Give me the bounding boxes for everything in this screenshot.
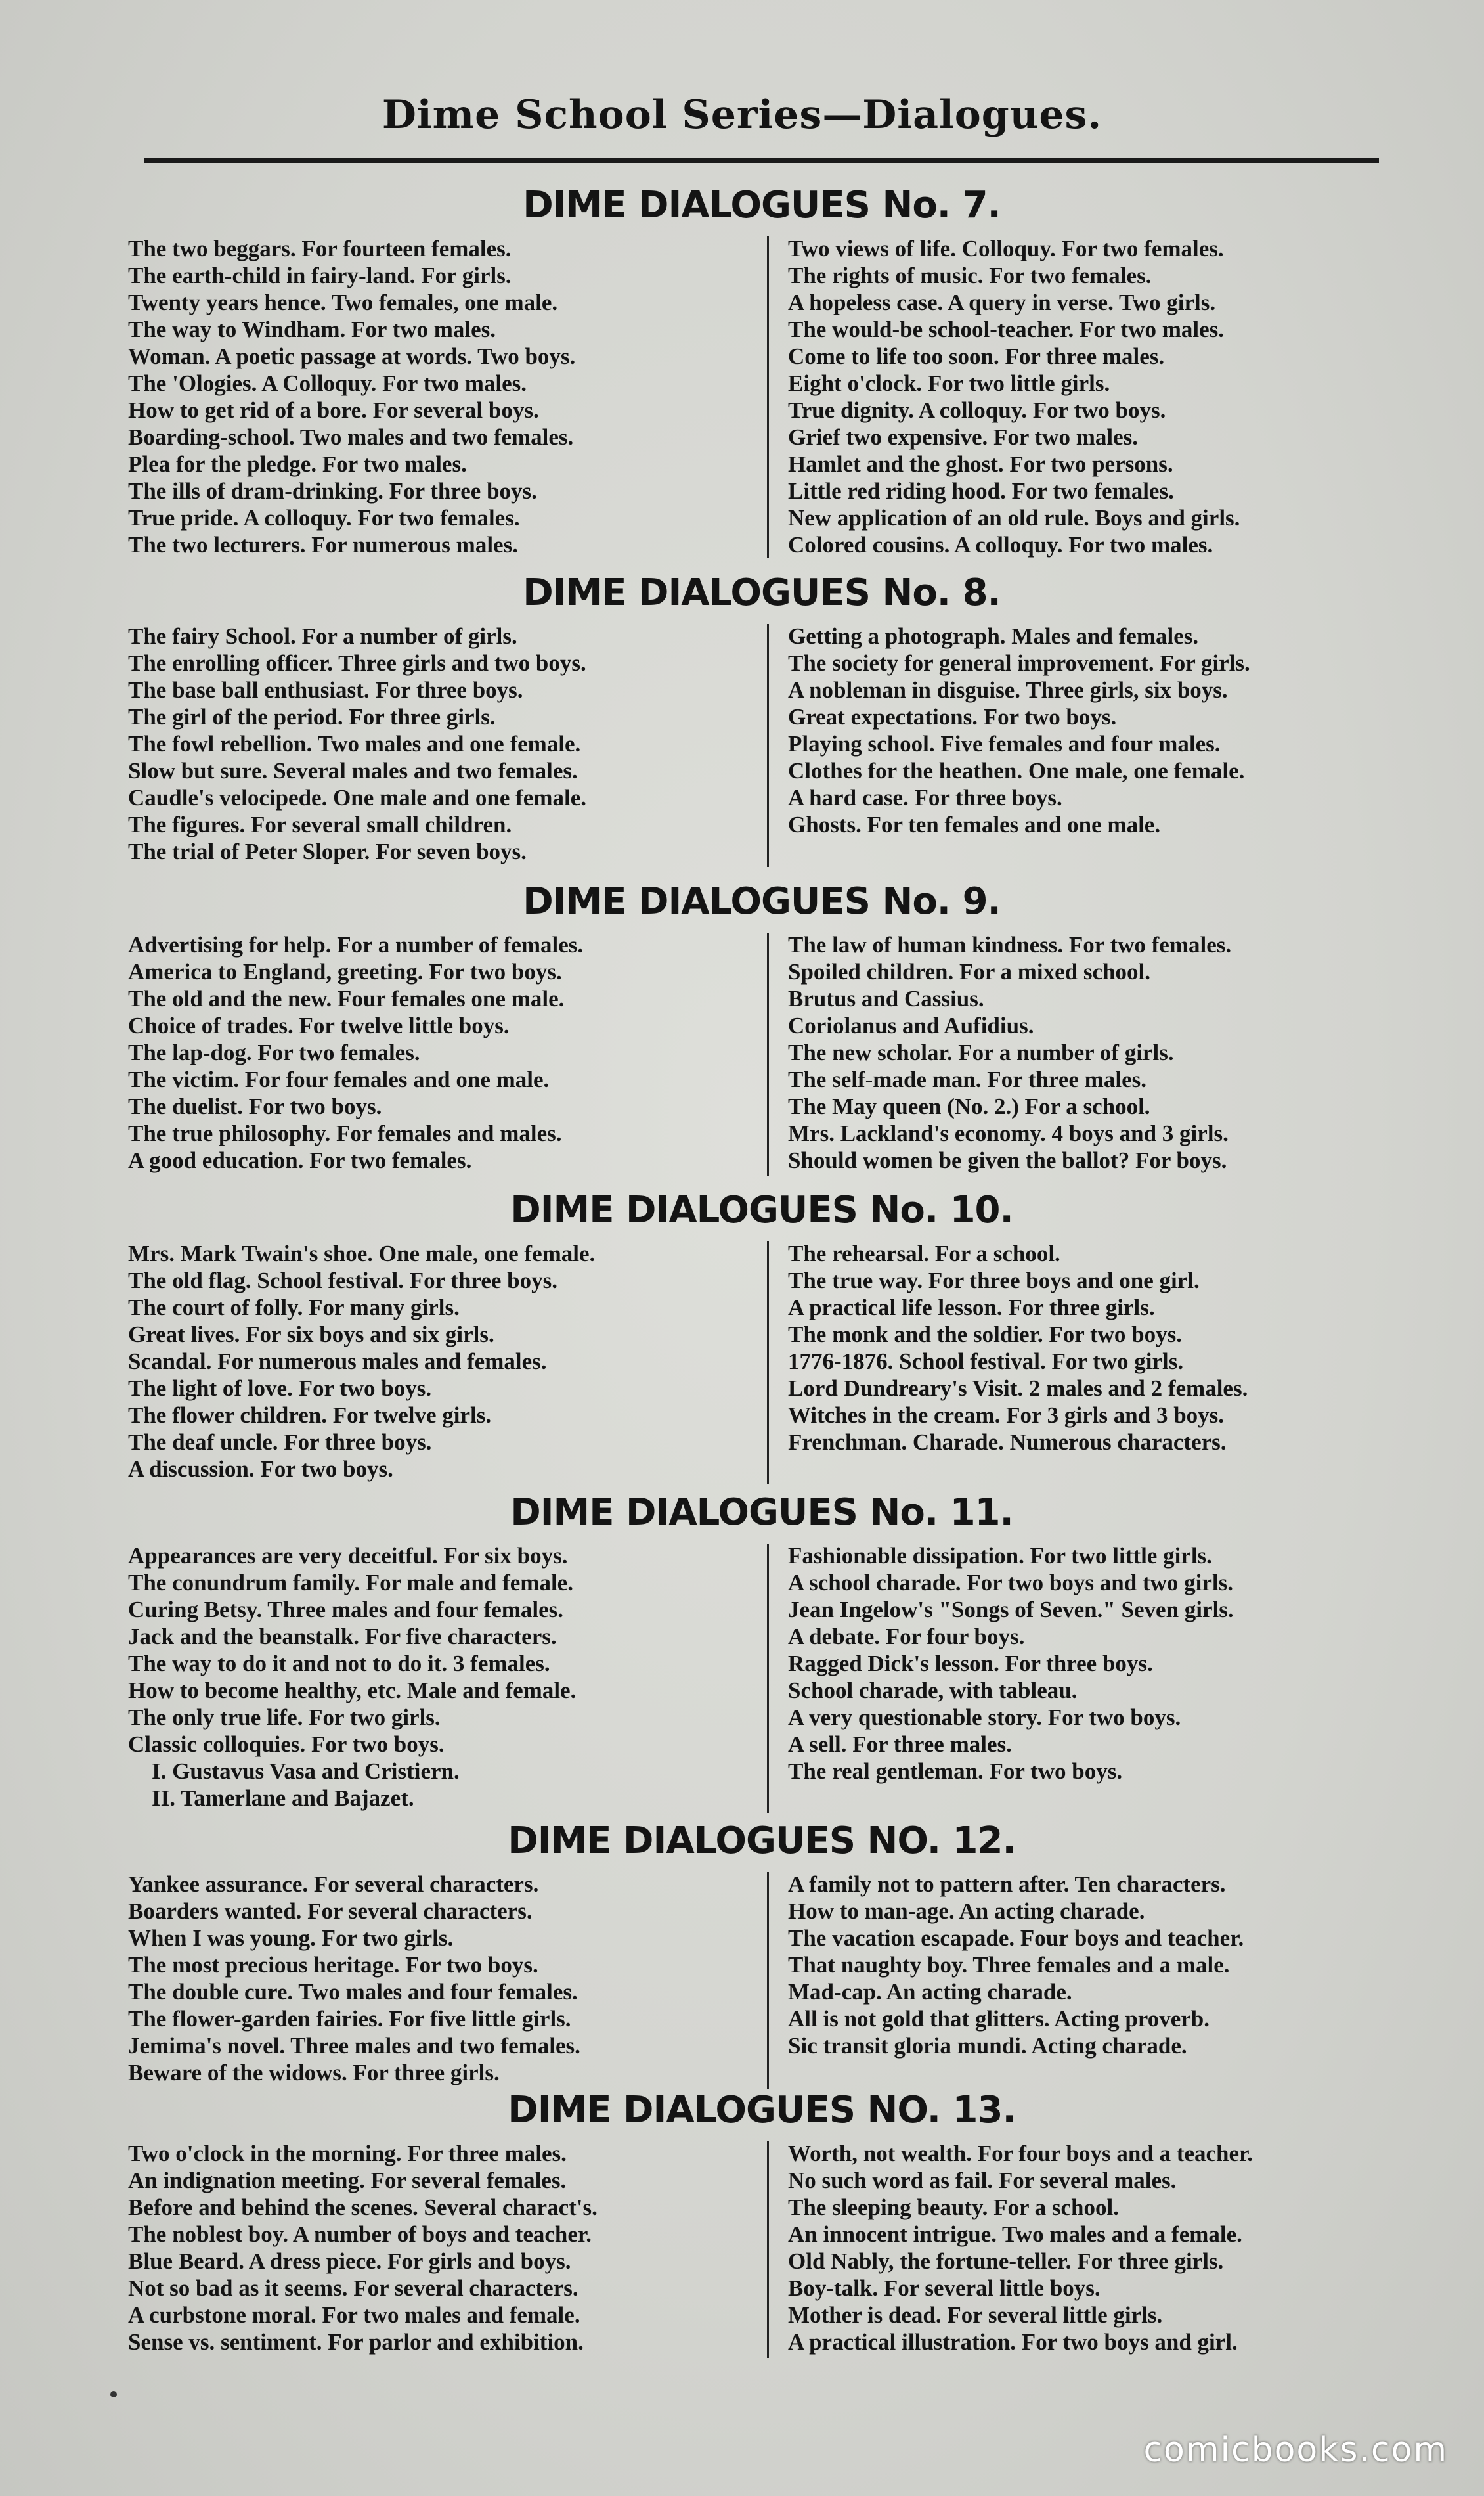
list-item: Caudle's velocipede. One male and one female. — [128, 785, 587, 811]
list-item: I. Gustavus Vasa and Cristiern. — [152, 1758, 460, 1784]
list-item: The girl of the period. For three girls. — [128, 704, 496, 730]
list-item: The conundrum family. For male and female. — [128, 1570, 573, 1595]
section-title: DIME DIALOGUES NO. 13. — [508, 2089, 1016, 2131]
list-item: New application of an old rule. Boys and girls. — [788, 505, 1240, 531]
section-title: DIME DIALOGUES No. 7. — [523, 184, 1001, 227]
list-item: The ills of dram-drinking. For three boys. — [128, 478, 537, 504]
list-item: The victim. For four females and one male. — [128, 1067, 550, 1092]
column-divider — [767, 933, 769, 1176]
list-item: The rehearsal. For a school. — [788, 1241, 1060, 1266]
list-item: Fashionable dissipation. For two little girls. — [788, 1543, 1212, 1569]
watermark: comicbooks.com — [1143, 2430, 1448, 2470]
list-item: The court of folly. For many girls. — [128, 1295, 460, 1320]
dialogue-list-right — [788, 2140, 1412, 2355]
list-item: Boarders wanted. For several characters. — [128, 1898, 533, 1924]
list-item: Hamlet and the ghost. For two persons. — [788, 451, 1173, 477]
list-item: The old and the new. Four females one male. — [128, 986, 565, 1012]
list-item: Eight o'clock. For two little girls. — [788, 370, 1110, 396]
list-item: Sense vs. sentiment. For parlor and exhibition. — [128, 2329, 584, 2355]
list-item: The true philosophy. For females and males. — [128, 1121, 562, 1146]
list-item: The vacation escapade. Four boys and teacher. — [788, 1925, 1244, 1951]
section-title: DIME DIALOGUES No. 9. — [523, 880, 1001, 923]
list-item: The duelist. For two boys. — [128, 1094, 382, 1119]
list-item: Great lives. For six boys and six girls. — [128, 1322, 494, 1347]
list-item: When I was young. For two girls. — [128, 1925, 454, 1951]
list-item: A practical illustration. For two boys and girl. — [788, 2329, 1238, 2355]
dialogue-list-right — [788, 623, 1412, 838]
list-item: The lap-dog. For two females. — [128, 1040, 420, 1065]
list-item: How to become healthy, etc. Male and female. — [128, 1678, 577, 1703]
column-divider — [767, 1872, 769, 2089]
page-header: Dime School Series—Dialogues. — [382, 92, 1102, 138]
list-item: A debate. For four boys. — [788, 1624, 1025, 1649]
list-item: Two o'clock in the morning. For three males. — [128, 2141, 567, 2166]
list-item: The flower children. For twelve girls. — [128, 1402, 492, 1428]
list-item: Ghosts. For ten females and one male. — [788, 812, 1161, 837]
list-item: II. Tamerlane and Bajazet. — [152, 1785, 414, 1811]
dialogue-list-right — [788, 235, 1412, 558]
list-item: A very questionable story. For two boys. — [788, 1705, 1181, 1730]
list-item: Come to life too soon. For three males. — [788, 344, 1165, 369]
list-item: The figures. For several small children. — [128, 812, 512, 837]
list-item: Before and behind the scenes. Several charact's. — [128, 2195, 598, 2220]
list-item: Boarding-school. Two males and two females. — [128, 424, 574, 450]
list-item: The noblest boy. A number of boys and teacher. — [128, 2221, 592, 2247]
list-item: An innocent intrigue. Two males and a female. — [788, 2221, 1242, 2247]
list-item: The would-be school-teacher. For two males. — [788, 317, 1224, 342]
list-item: The enrolling officer. Three girls and two boys. — [128, 650, 586, 676]
list-item: Choice of trades. For twelve little boys. — [128, 1013, 510, 1038]
list-item: Blue Beard. A dress piece. For girls and boys. — [128, 2248, 571, 2274]
list-item: The true way. For three boys and one girl. — [788, 1268, 1200, 1293]
column-divider — [767, 236, 769, 558]
list-item: School charade, with tableau. — [788, 1678, 1078, 1703]
list-item: Beware of the widows. For three girls. — [128, 2060, 500, 2085]
list-item: The fowl rebellion. Two males and one female. — [128, 731, 581, 757]
list-item: Jemima's novel. Three males and two females. — [128, 2033, 580, 2059]
list-item: A nobleman in disguise. Three girls, six boys. — [788, 677, 1228, 703]
dialogue-list-left — [128, 1871, 758, 2086]
list-item: Grief two expensive. For two males. — [788, 424, 1138, 450]
list-item: The flower-garden fairies. For five little girls. — [128, 2006, 571, 2032]
list-item: Classic colloquies. For two boys. — [128, 1731, 445, 1757]
list-item: The earth-child in fairy-land. For girls. — [128, 263, 512, 288]
list-item: The old flag. School festival. For three boys. — [128, 1268, 557, 1293]
list-item: The monk and the soldier. For two boys. — [788, 1322, 1182, 1347]
column-divider — [767, 1544, 769, 1813]
list-item: Mother is dead. For several little girls. — [788, 2302, 1163, 2328]
list-item: Yankee assurance. For several characters. — [128, 1871, 539, 1897]
dialogue-list-right — [788, 931, 1412, 1174]
list-item: Colored cousins. A colloquy. For two males. — [788, 532, 1213, 558]
column-divider — [767, 1241, 769, 1484]
list-item: The society for general improvement. For girls. — [788, 650, 1250, 676]
list-item: The self-made man. For three males. — [788, 1067, 1146, 1092]
list-item: Brutus and Cassius. — [788, 986, 984, 1012]
list-item: Getting a photograph. Males and females. — [788, 623, 1199, 649]
list-item: The deaf uncle. For three boys. — [128, 1429, 432, 1455]
list-item: The May queen (No. 2.) For a school. — [788, 1094, 1150, 1119]
dialogue-list-left — [128, 235, 758, 558]
list-item: Slow but sure. Several males and two females. — [128, 758, 578, 784]
list-item: Frenchman. Charade. Numerous characters. — [788, 1429, 1227, 1455]
list-item: The 'Ologies. A Colloquy. For two males. — [128, 370, 527, 396]
list-item: A good education. For two females. — [128, 1148, 472, 1173]
list-item: The way to Windham. For two males. — [128, 317, 496, 342]
list-item: Boy-talk. For several little boys. — [788, 2275, 1101, 2301]
list-item: A discussion. For two boys. — [128, 1456, 393, 1482]
list-item: A school charade. For two boys and two girls. — [788, 1570, 1233, 1595]
list-item: A sell. For three males. — [788, 1731, 1012, 1757]
section-title: DIME DIALOGUES No. 8. — [523, 571, 1001, 614]
dialogue-list-left — [128, 1240, 758, 1482]
list-item: The light of love. For two boys. — [128, 1375, 432, 1401]
dialogue-list-right — [788, 1542, 1412, 1785]
dialogue-list-right — [788, 1871, 1412, 2059]
list-item: The real gentleman. For two boys. — [788, 1758, 1123, 1784]
list-item: Little red riding hood. For two females. — [788, 478, 1174, 504]
list-item: A family not to pattern after. Ten characters. — [788, 1871, 1226, 1897]
list-item: Scandal. For numerous males and females. — [128, 1348, 547, 1374]
dialogue-list-left — [128, 931, 758, 1174]
list-item: The rights of music. For two females. — [788, 263, 1152, 288]
list-item: Witches in the cream. For 3 girls and 3 boys. — [788, 1402, 1225, 1428]
section-title: DIME DIALOGUES No. 11. — [510, 1491, 1013, 1534]
list-item: An indignation meeting. For several females. — [128, 2168, 567, 2193]
dialogue-list-right — [788, 1240, 1412, 1456]
list-item: Playing school. Five females and four males. — [788, 731, 1221, 757]
list-item: The two beggars. For fourteen females. — [128, 236, 512, 261]
list-item: Not so bad as it seems. For several characters. — [128, 2275, 578, 2301]
section-title: DIME DIALOGUES No. 10. — [510, 1189, 1013, 1232]
list-item: Jack and the beanstalk. For five characters. — [128, 1624, 557, 1649]
list-item: How to man-age. An acting charade. — [788, 1898, 1145, 1924]
list-item: The only true life. For two girls. — [128, 1705, 441, 1730]
list-item: Mrs. Lackland's economy. 4 boys and 3 girls. — [788, 1121, 1229, 1146]
list-item: Lord Dundreary's Visit. 2 males and 2 females. — [788, 1375, 1248, 1401]
list-item: Coriolanus and Aufidius. — [788, 1013, 1034, 1038]
column-divider — [767, 2141, 769, 2358]
dialogue-list-left — [128, 2140, 758, 2355]
list-item: Should women be given the ballot? For boys. — [788, 1148, 1227, 1173]
list-item: The law of human kindness. For two females. — [788, 932, 1232, 958]
list-item: Mad-cap. An acting charade. — [788, 1979, 1072, 2005]
list-item: Sic transit gloria mundi. Acting charade. — [788, 2033, 1187, 2059]
list-item: A practical life lesson. For three girls. — [788, 1295, 1155, 1320]
list-item: A curbstone moral. For two males and female. — [128, 2302, 580, 2328]
list-item: Spoiled children. For a mixed school. — [788, 959, 1150, 985]
list-item: Advertising for help. For a number of females. — [128, 932, 584, 958]
column-divider — [767, 624, 769, 867]
list-item: A hopeless case. A query in verse. Two girls. — [788, 290, 1216, 315]
list-item: True pride. A colloquy. For two females. — [128, 505, 520, 531]
list-item: Clothes for the heathen. One male, one female. — [788, 758, 1245, 784]
list-item: A hard case. For three boys. — [788, 785, 1062, 811]
dialogue-list-left — [128, 1542, 758, 1812]
list-item: The two lecturers. For numerous males. — [128, 532, 518, 558]
list-item: Great expectations. For two boys. — [788, 704, 1117, 730]
list-item: 1776-1876. School festival. For two girls. — [788, 1348, 1184, 1374]
list-item: Curing Betsy. Three males and four females. — [128, 1597, 564, 1622]
list-item: All is not gold that glitters. Acting proverb. — [788, 2006, 1210, 2032]
list-item: Appearances are very deceitful. For six boys. — [128, 1543, 568, 1569]
list-item: That naughty boy. Three females and a male. — [788, 1952, 1230, 1978]
list-item: The trial of Peter Sloper. For seven boys. — [128, 839, 527, 864]
list-item: The double cure. Two males and four females. — [128, 1979, 578, 2005]
list-item: Woman. A poetic passage at words. Two boys. — [128, 344, 576, 369]
list-item: The base ball enthusiast. For three boys. — [128, 677, 523, 703]
ink-mark — [110, 2391, 117, 2397]
list-item: How to get rid of a bore. For several boys. — [128, 397, 539, 423]
list-item: The way to do it and not to do it. 3 females. — [128, 1651, 550, 1676]
list-item: America to England, greeting. For two boys. — [128, 959, 562, 985]
list-item: The fairy School. For a number of girls. — [128, 623, 517, 649]
list-item: Twenty years hence. Two females, one male. — [128, 290, 558, 315]
list-item: Mrs. Mark Twain's shoe. One male, one female. — [128, 1241, 596, 1266]
list-item: Ragged Dick's lesson. For three boys. — [788, 1651, 1153, 1676]
dialogue-list-left — [128, 623, 758, 865]
section-title: DIME DIALOGUES NO. 12. — [508, 1819, 1016, 1862]
list-item: The sleeping beauty. For a school. — [788, 2195, 1119, 2220]
list-item: Old Nably, the fortune-teller. For three girls. — [788, 2248, 1224, 2274]
header-rule — [144, 158, 1379, 163]
list-item: The most precious heritage. For two boys. — [128, 1952, 538, 1978]
list-item: Worth, not wealth. For four boys and a teacher. — [788, 2141, 1254, 2166]
list-item: Jean Ingelow's "Songs of Seven." Seven girls. — [788, 1597, 1234, 1622]
list-item: No such word as fail. For several males. — [788, 2168, 1177, 2193]
list-item: True dignity. A colloquy. For two boys. — [788, 397, 1166, 423]
list-item: The new scholar. For a number of girls. — [788, 1040, 1174, 1065]
list-item: Plea for the pledge. For two males. — [128, 451, 467, 477]
list-item: Two views of life. Colloquy. For two females. — [788, 236, 1224, 261]
